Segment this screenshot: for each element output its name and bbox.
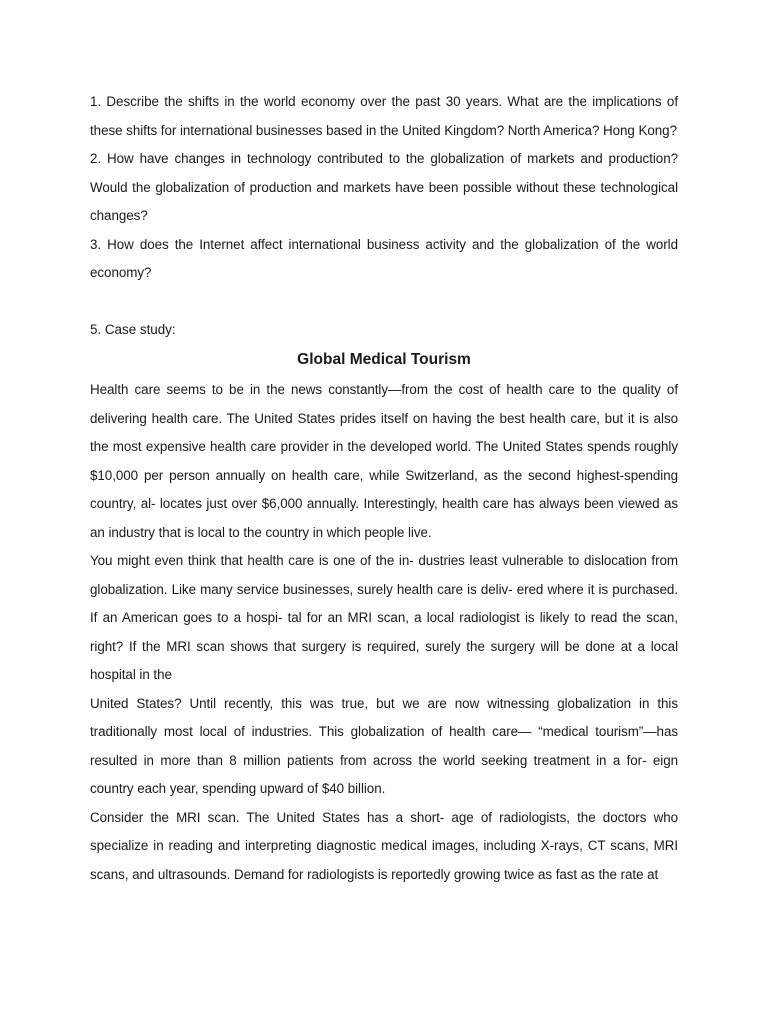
question-1: 1. Describe the shifts in the world economy over the past 30 years. What are the implications of these shifts for international businesses based in the United Kingdom? North America? Hong Kong? [90, 94, 678, 138]
case-paragraph-3: United States? Until recently, this was true, but we are now witnessing globalization in this traditionally most local of industries. This globalization of health care— “medical tourism”—has resulted in more than 8 million patients from across the world seeking treatment in a for- eign country each year, spending upward of $40 billion. [90, 695, 678, 796]
case-study-label: 5. Case study: [90, 321, 176, 337]
question-3: 3. How does the Internet affect international business activity and the globalization of the world economy? [90, 236, 678, 280]
case-paragraph-4: Consider the MRI scan. The United States has a short- age of radiologists, the doctors who specialize in reading and interpreting diagnostic medical images, including X-rays, CT scans, MRI scans, and ultrasounds. Demand for radiologists is reportedly growing twice as fast as the rate at [90, 809, 678, 882]
case-paragraph-1: Health care seems to be in the news constantly—from the cost of health care to the quality of delivering health care. The United States prides itself on having the best health care, but it is also the most expensive health care provider in the developed world. The United States spends roughly $10,000 per person annually on health care, while Switzerland, as the second highest-spending country, al- locates just over $6,000 annually. Interestingly, health care has always been viewed as an industry that is local to the country in which people live. [90, 382, 678, 540]
case-study-title: Global Medical Tourism [297, 351, 471, 368]
case-paragraph-2: You might even think that health care is one of the in- dustries least vulnerable to dislocation from globalization. Like many service businesses, surely health care is deliv- ered where it is purchased. If an American goes to a hospi- tal for an MRI scan, a local radiologist is likely to read the scan, right? If the MRI scan shows that surgery is required, surely the surgery will be done at a local hospital in the [90, 553, 678, 682]
question-2: 2. How have changes in technology contributed to the globalization of markets and production? Would the globalization of production and markets have been possible without these technological changes? [90, 151, 678, 223]
document-page [90, 88, 678, 889]
spacer [90, 288, 678, 316]
